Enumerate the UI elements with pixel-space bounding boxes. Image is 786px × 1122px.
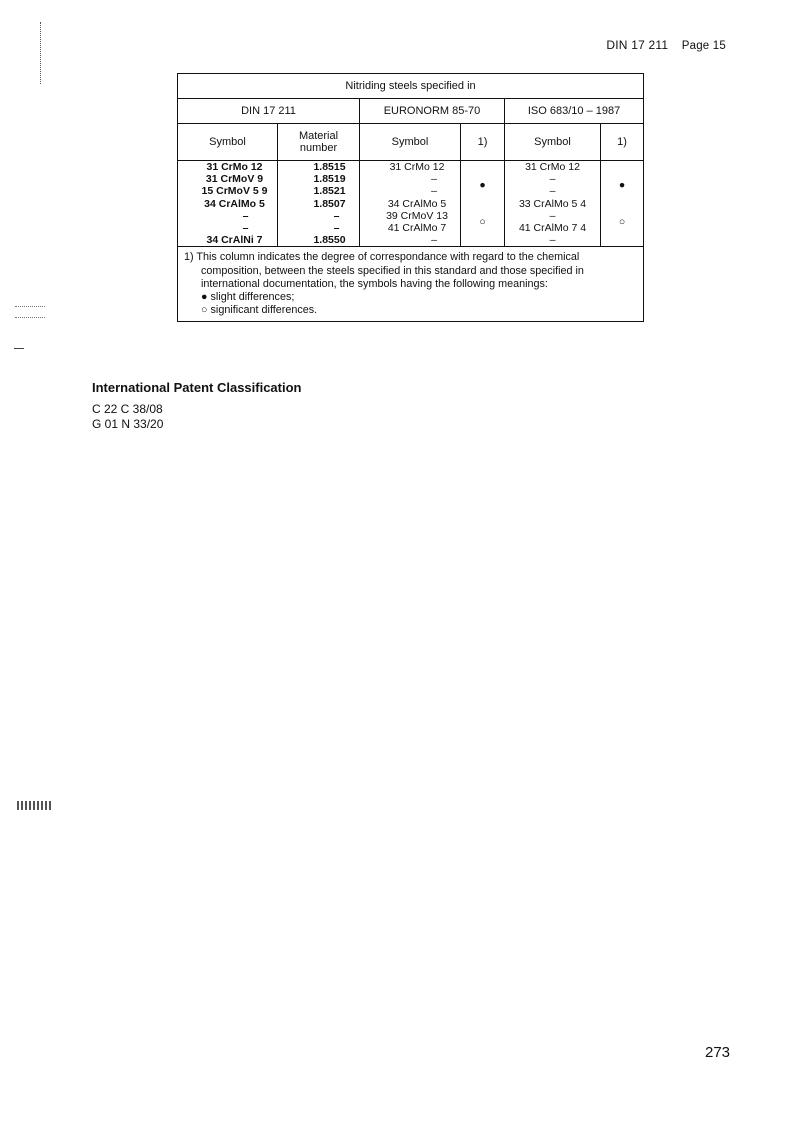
iso-mark-cell (601, 161, 644, 247)
list-item: – (549, 234, 556, 247)
nitriding-steels-table (177, 73, 643, 322)
list-item: 33 CrAlMo 5 4 (518, 197, 587, 210)
filled-dot-icon: ● (618, 179, 626, 192)
list-item: 39 CrMoV 13 (386, 209, 448, 222)
open-circle-icon: ○ (201, 304, 208, 317)
scan-artifact-left-edge (40, 22, 43, 84)
page-number: 273 (705, 1044, 731, 1061)
scan-artifact-dash (14, 348, 24, 349)
open-circle-icon: ○ (479, 215, 486, 228)
col-euro-symbol: Symbol (360, 124, 461, 161)
iso-symbol-cell (505, 161, 601, 247)
scan-artifact-smudge (17, 801, 51, 810)
ipc-codes (92, 402, 163, 432)
scan-artifact-mark (15, 306, 45, 318)
list-item: 31 CrMo 12 (206, 161, 263, 173)
col-euro-footnote-ref: 1) (461, 124, 505, 161)
filled-dot-icon: ● (201, 290, 208, 303)
list-item: – (431, 173, 437, 186)
page-header (606, 38, 726, 52)
list-item: 41 CrAlMo 7 (387, 221, 447, 234)
ipc-title: International Patent Classification (92, 380, 302, 395)
standard-din: DIN 17 211 (178, 99, 360, 124)
standard-iso: ISO 683/10 – 1987 (505, 99, 644, 124)
list-item: C 22 C 38/08 (92, 402, 163, 416)
list-item: – (549, 185, 556, 198)
list-item: 31 CrMoV 9 (205, 173, 264, 186)
col-din-symbol: Symbol (178, 124, 278, 161)
list-item: G 01 N 33/20 (92, 417, 164, 431)
col-din-material-number: Material number (278, 124, 360, 161)
list-item: 41 CrAlMo 7 4 (518, 221, 587, 234)
din-symbol-cell (178, 161, 278, 247)
open-circle-icon: ○ (618, 215, 626, 228)
list-item: – (242, 221, 249, 234)
list-item: – (549, 209, 556, 222)
list-item: – (431, 234, 437, 247)
list-item: 1.8521 (313, 185, 346, 198)
table-footnote: 1) This column indicates the degree of correspondance with regard to the chemical composition, between the steels specified in this standard and those specified in international documentation, the symbols having the following meanings: ● slight differences; ○ significant differences. (178, 247, 644, 322)
euro-mark-cell (461, 161, 505, 247)
col-iso-symbol: Symbol (505, 124, 601, 161)
list-item: – (242, 209, 249, 222)
list-item: 1.8519 (313, 173, 346, 186)
list-item: 34 CrAlNi 7 (206, 234, 263, 247)
list-item: 31 CrMo 12 (389, 161, 445, 173)
header-page-label: Page 15 (681, 40, 726, 52)
euro-symbol-cell (360, 161, 461, 247)
list-item: 1.8550 (313, 234, 346, 247)
col-iso-footnote-ref: 1) (601, 124, 644, 161)
list-item: 15 CrMoV 5 9 (201, 185, 268, 198)
header-standard: DIN 17 211 (606, 38, 669, 52)
filled-dot-icon: ● (479, 179, 486, 192)
footnote-marker: 1) (184, 251, 194, 264)
list-item: 31 CrMo 12 (525, 161, 580, 173)
din-number-cell (278, 161, 360, 247)
list-item: – (333, 221, 340, 234)
table-caption: Nitriding steels specified in (178, 74, 644, 99)
list-item: 34 CrAlMo 5 (387, 197, 447, 210)
list-item: – (431, 185, 437, 198)
list-item: 34 CrAlMo 5 (204, 197, 265, 210)
list-item: 1.8507 (313, 197, 346, 210)
list-item: – (549, 173, 556, 186)
standard-euronorm: EURONORM 85-70 (360, 99, 505, 124)
list-item: 1.8515 (313, 161, 346, 173)
list-item: – (333, 209, 340, 222)
